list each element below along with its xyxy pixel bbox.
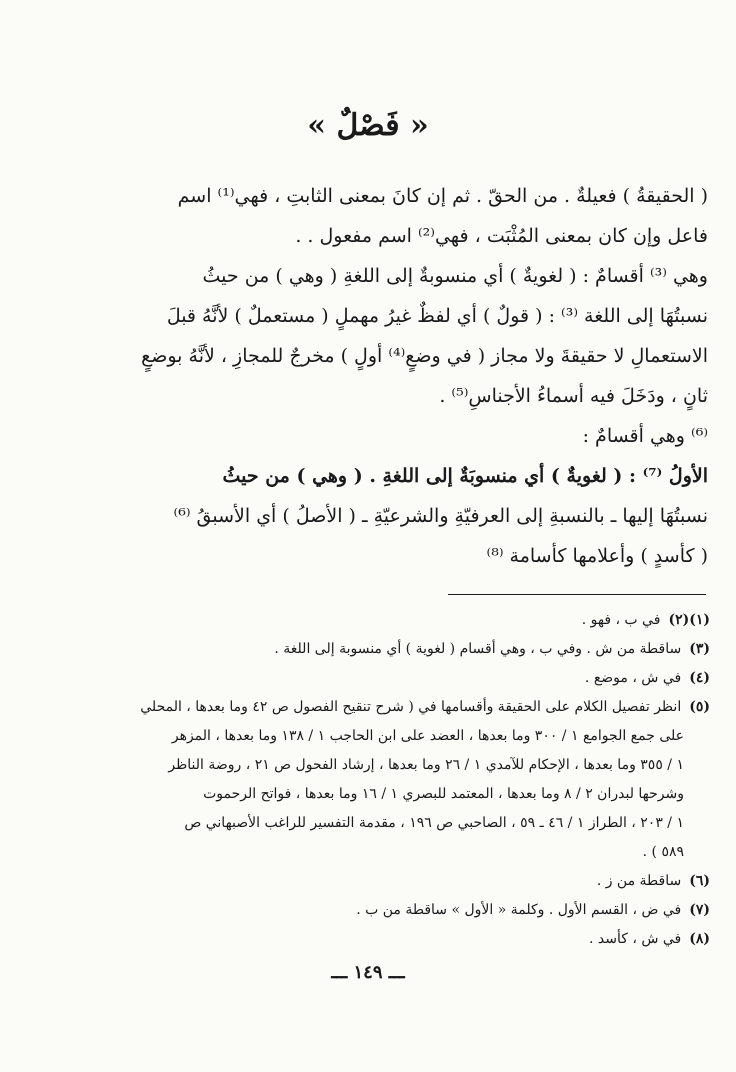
footnote: (٤)في ش ، موضع . [584, 670, 710, 686]
footnote: (٣)ساقطة من ش . وفي ب ، وهي أقسام ( لغوية ) أي منسوبة إلى اللغة . [274, 641, 710, 657]
text-line: فاعل وإن كان بمعنى المُثْبَت ، فهي⁽²⁾ اسم مفعول . . [295, 225, 708, 247]
footnote: (١)(٢)في ب ، فهو . [581, 612, 710, 628]
main-text [48, 176, 708, 576]
section-title: « فَصْلٌ » [307, 108, 429, 143]
footnote-continuation: ٥٨٩ ) . [642, 844, 684, 860]
footnote-continuation: على جمع الجوامع ١ / ٣٠٠ وما بعدها ، العضد على ابن الحاجب ١ / ١٣٨ وما بعدها ، المزهر [171, 728, 684, 744]
text-line: ( كأسدٍ ) وأعلامها كأسامة ⁽⁸⁾ [486, 545, 708, 567]
text-line: ثانٍ ، ودَخَلَ فيه أسماءُ الأجناسِ⁽⁵⁾ . [439, 385, 708, 407]
text-line: نسبتُهَا إليها ـ بالنسبةِ إلى العرفيّةِ والشرعيّةِ ـ ( الأصلُ ) أي الأسبقُ ⁽⁶⁾ [173, 505, 708, 527]
footnotes [48, 606, 710, 954]
footnote: (٧)في ض ، القسم الأول . وكلمة « الأول » ساقطة من ب . [356, 902, 710, 918]
text-line: نسبتُهَا إلى اللغة ⁽³⁾ : ( قولٌ ) أي لفظٌ غيرُ مهملٍ ( مستعملٌ ) لأنَّهُ قبلَ [166, 305, 708, 327]
text-line: ⁽⁶⁾ وهي أقسامٌ : [582, 425, 708, 447]
footnote-continuation: ١ / ٣٥٥ وما بعدها ، الإحكام للآمدي ١ / ٢٦ وما بعدها ، إرشاد الفحول ص ٢١ ، روضة الناظر [168, 757, 684, 773]
footnote: (٥)انظر تفصيل الكلام على الحقيقة وأقسامها في ( شرح تنقيح الفصول ص ٤٢ وما بعدها ، المحلي [140, 699, 710, 715]
footnote-continuation: وشرحها لبدران ٢ / ٨ وما بعدها ، المعتمد للبصري ١ / ١٦ وما بعدها ، فواتح الرحموت [203, 786, 684, 802]
footnote-divider [448, 594, 706, 595]
text-line: الاستعمالِ لا حقيقةَ ولا مجاز ( في وضعٍ⁽⁴⁾ أولٍ ) مخرجٌ للمجازِ ، لأنَّهُ بوضعٍ [141, 345, 708, 367]
text-line: الأولُ ⁽⁷⁾ : ( لغويةٌ ) أي منسوبَةٌ إلى اللغةِ . ( وهي ) من حيثُ [222, 465, 708, 487]
text-line: وهي ⁽³⁾ أقسامٌ : ( لغويةٌ ) أي منسوبةٌ إلى اللغةِ ( وهي ) من حيثُ [202, 265, 708, 287]
footnote: (٦)ساقطة من ز . [596, 873, 710, 889]
text-line: ( الحقيقةُ ) فعيلةٌ . من الحقّ . ثم إن كانَ بمعنى الثابتِ ، فهي⁽¹⁾ اسم [177, 185, 708, 207]
footnote: (٨)في ش ، كأسد . [588, 931, 710, 947]
footnote-continuation: ١ / ٢٠٣ ، الطراز ١ / ٤٦ ـ ٥٩ ، الصاحبي ص ١٩٦ ، مقدمة التفسير للراغب الأصبهاني ص [184, 815, 684, 831]
page-number: ـــ ١٤٩ ـــ [331, 962, 405, 983]
